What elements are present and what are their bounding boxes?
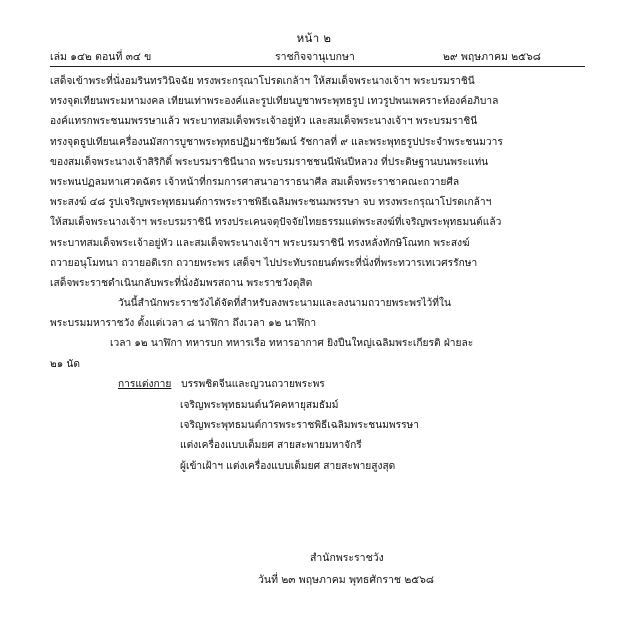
body-line: องค์แทรกพระชนมพรรษาแล้ว พระบาทสมเด็จพระเจ้าอยู่หัว และสมเด็จพระนางเจ้าฯ พระบรมราชินี <box>50 116 478 128</box>
dress-code-item: ผู้เข้าเฝ้าฯ แต่งเครื่องแบบเต็มยศ สายสะพายสูงสุด <box>180 460 396 472</box>
dress-code-item: เจริญพระพุทธมนต์การพระราชพิธีเฉลิมพระชนมพรรษา <box>180 420 419 432</box>
page-number: หน้า ๒ <box>296 31 332 45</box>
body-line: วันนี้สำนักพระราชวังได้จัดที่สำหรับลงพระนามและลงนามถวายพระพรไว้ที่ใน <box>118 298 451 310</box>
dress-code-item: เจริญพระพุทธมนต์นวัคคหายุสมธัมม์ <box>180 400 339 411</box>
body-line: เสด็จพระราชดำเนินกลับพระที่นั่งอัมพรสถาน พระราชวังดุสิต <box>50 277 313 289</box>
body-line: ทรงจุดเทียนพระมหามงคล เทียนเท่าพระองค์และรูปเทียนบูชาพระพุทธรูป เทวรูปพนเพคราะห์องค์อภิบาล <box>50 96 499 108</box>
header-date: ๒๙ พฤษภาคม ๒๕๖๘ <box>443 51 541 63</box>
body-line: พระบาทสมเด็จพระเจ้าอยู่หัว และสมเด็จพระนางเจ้าฯ พระบรมราชินี ทรงหลั่งทักษิโณทก พระสงฆ์ <box>50 237 470 249</box>
signature-office: สำนักพระราชวัง <box>310 552 384 564</box>
body-line: ให้สมเด็จพระนางเจ้าฯ พระบรมราชินี ทรงประเคนจตุปัจจัยไทยธรรมแด่พระสงฆ์ที่เจริญพระพุทธมนต์แล้ว <box>50 217 502 229</box>
dress-code-sublist <box>180 396 419 477</box>
signature-date: วันที่ ๒๓ พฤษภาคม พุทธศักราช ๒๕๖๘ <box>258 574 434 586</box>
header-rule <box>50 66 585 67</box>
body-line: ถวายอนุโมทนา ถวายอดิเรก ถวายพระพร เสด็จฯ ไปประทับรถยนต์พระที่นั่งที่พระทวารเทเวศรรักษา <box>50 257 478 269</box>
header-publication: ราชกิจจานุเบกษา <box>275 51 355 63</box>
body-line: ของสมเด็จพระนางเจ้าสิริกิติ์ พระบรมราชินีนาถ พระบรมราชชนนีพันปีหลวง ที่ประดิษฐานบนพระแท่น <box>50 156 489 168</box>
body-line: ทรงจุดธูปเทียนเครื่องนมัสการบูชาพระพุทธปฏิมาชัยวัฒน์ รัชกาลที่ ๙ และพระพุทธรูปประจำพระชนมวาร <box>50 136 503 148</box>
body-line: พระพนปฏลมหาเศวตฉัตร เจ้าหน้าที่กรมการศาสนาอาราธนาศีล สมเด็จพระราชาคณะถวายศีล <box>50 176 460 188</box>
body-line: ๒๑ นัด <box>50 358 81 370</box>
dress-code-row <box>118 375 325 395</box>
dress-code-label: การแต่งกาย <box>118 379 172 390</box>
header-volume: เล่ม ๑๔๒ ตอนที่ ๓๔ ข <box>50 51 152 63</box>
body-line: พระสงฆ์ ๔๘ รูปเจริญพระพุทธมนต์การพระราชพิธีเฉลิมพระชนมพรรษา จบ ทรงพระกรุณาโปรดเกล้าฯ <box>50 197 492 209</box>
body-line: เวลา ๑๒ นาฬิกา ทหารบก ทหารเรือ ทหารอากาศ ยิงปืนใหญ่เฉลิมพระเกียรติ ฝ่ายละ <box>110 338 474 350</box>
body-line: พระบรมมหาราชวัง ตั้งแต่เวลา ๘ นาฬิกา ถึงเวลา ๑๒ นาฬิกา <box>50 318 317 330</box>
body-text <box>50 72 585 375</box>
dress-code-list <box>118 375 325 395</box>
body-line: เสด็จเข้าพระที่นั่งอมรินทรวินิจฉัย ทรงพระกรุณาโปรดเกล้าฯ ให้สมเด็จพระนางเจ้าฯ พระบรมราชินี <box>50 76 475 87</box>
dress-code-item: บรรพชิตจีนและญวนถวายพระพร <box>181 379 325 390</box>
dress-code-item: แต่งเครื่องแบบเต็มยศ สายสะพายมหาจักรี <box>180 440 362 452</box>
